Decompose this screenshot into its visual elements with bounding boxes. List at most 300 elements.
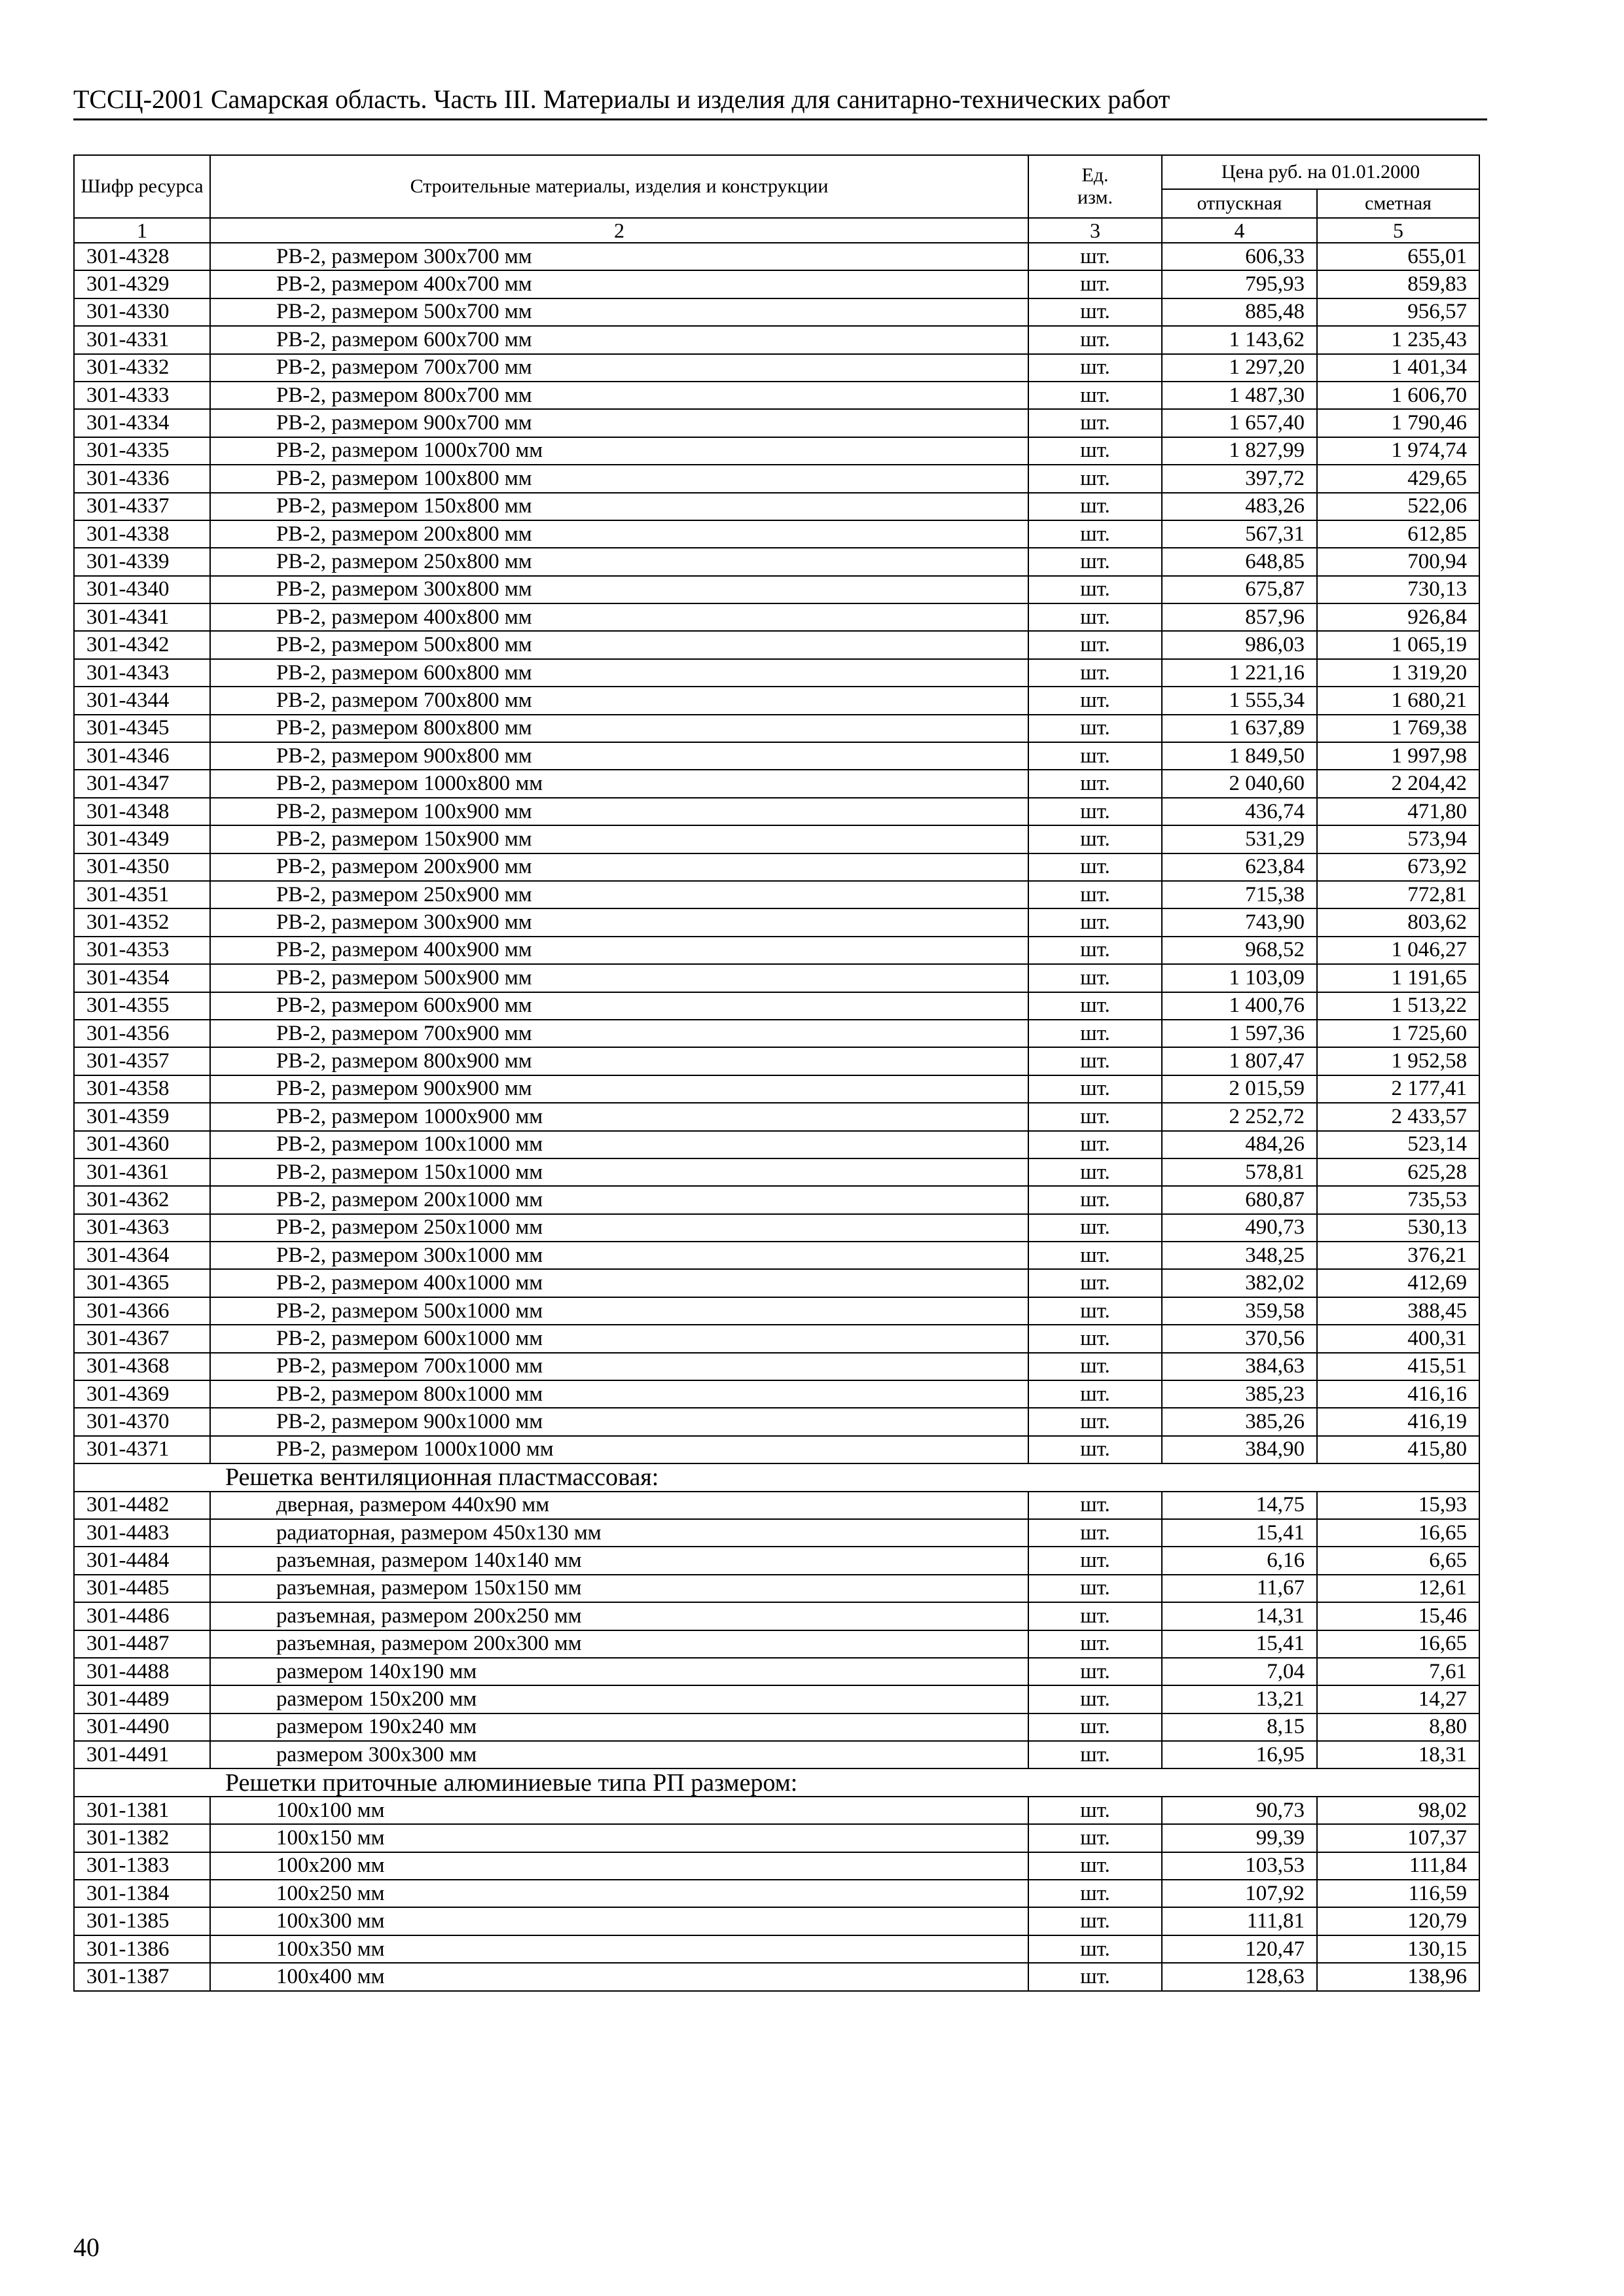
material-name-cell: РВ-2, размером 800х900 мм bbox=[210, 1047, 1028, 1075]
unit-cell: шт. bbox=[1028, 937, 1162, 964]
table-row bbox=[74, 659, 1479, 687]
resource-code-cell: 301-4352 bbox=[74, 908, 210, 936]
column-header-code: Шифр ресурса bbox=[74, 155, 210, 218]
release-price-cell: 885,48 bbox=[1162, 298, 1317, 326]
material-name-cell: РВ-2, размером 1000х800 мм bbox=[210, 770, 1028, 797]
estimate-price-cell: 1 191,65 bbox=[1317, 964, 1479, 992]
section-heading: Решетки приточные алюминиевые типа РП размером: bbox=[74, 1768, 1479, 1796]
resource-code-cell: 301-4335 bbox=[74, 437, 210, 465]
table-row bbox=[74, 520, 1479, 548]
material-name-cell: РВ-2, размером 800х1000 мм bbox=[210, 1380, 1028, 1408]
material-name-cell: 100х250 мм bbox=[210, 1880, 1028, 1907]
resource-code-cell: 301-4354 bbox=[74, 964, 210, 992]
column-number: 5 bbox=[1317, 218, 1479, 243]
material-name-cell: разъемная, размером 200х250 мм bbox=[210, 1602, 1028, 1630]
release-price-cell: 968,52 bbox=[1162, 937, 1317, 964]
estimate-price-cell: 735,53 bbox=[1317, 1186, 1479, 1213]
estimate-price-cell: 1 606,70 bbox=[1317, 382, 1479, 409]
material-name-cell: РВ-2, размером 300х800 мм bbox=[210, 576, 1028, 603]
release-price-cell: 1 637,89 bbox=[1162, 715, 1317, 742]
resource-code-cell: 301-4344 bbox=[74, 687, 210, 714]
estimate-price-cell: 471,80 bbox=[1317, 798, 1479, 825]
resource-code-cell: 301-4331 bbox=[74, 326, 210, 353]
table-row bbox=[74, 1075, 1479, 1103]
unit-cell: шт. bbox=[1028, 1658, 1162, 1685]
material-name-cell: разъемная, размером 140х140 мм bbox=[210, 1547, 1028, 1574]
estimate-price-cell: 523,14 bbox=[1317, 1131, 1479, 1158]
estimate-price-cell: 18,31 bbox=[1317, 1741, 1479, 1768]
release-price-cell: 370,56 bbox=[1162, 1325, 1317, 1352]
page-header-title: ТССЦ-2001 Самарская область. Часть III. Материалы и изделия для санитарно-технических работ bbox=[73, 84, 1170, 114]
estimate-price-cell: 573,94 bbox=[1317, 825, 1479, 853]
resource-code-cell: 301-1387 bbox=[74, 1963, 210, 1990]
resource-code-cell: 301-4356 bbox=[74, 1020, 210, 1047]
material-name-cell: дверная, размером 440х90 мм bbox=[210, 1492, 1028, 1519]
estimate-price-cell: 1 513,22 bbox=[1317, 992, 1479, 1020]
column-header-price-estimate: сметная bbox=[1317, 189, 1479, 218]
unit-cell: шт. bbox=[1028, 354, 1162, 382]
table-row bbox=[74, 937, 1479, 964]
release-price-cell: 1 297,20 bbox=[1162, 354, 1317, 382]
material-name-cell: РВ-2, размером 200х800 мм bbox=[210, 520, 1028, 548]
unit-cell: шт. bbox=[1028, 1103, 1162, 1130]
unit-cell: шт. bbox=[1028, 1963, 1162, 1990]
resource-code-cell: 301-4355 bbox=[74, 992, 210, 1020]
material-name-cell: РВ-2, размером 100х800 мм bbox=[210, 465, 1028, 492]
material-name-cell: РВ-2, размером 900х700 мм bbox=[210, 409, 1028, 437]
estimate-price-cell: 98,02 bbox=[1317, 1797, 1479, 1824]
estimate-price-cell: 673,92 bbox=[1317, 853, 1479, 881]
estimate-price-cell: 415,80 bbox=[1317, 1436, 1479, 1463]
estimate-price-cell: 7,61 bbox=[1317, 1658, 1479, 1685]
column-number: 3 bbox=[1028, 218, 1162, 243]
table-row bbox=[74, 1297, 1479, 1325]
unit-cell: шт. bbox=[1028, 853, 1162, 881]
section-heading: Решетка вентиляционная пластмассовая: bbox=[74, 1463, 1479, 1491]
release-price-cell: 857,96 bbox=[1162, 603, 1317, 631]
resource-code-cell: 301-4343 bbox=[74, 659, 210, 687]
release-price-cell: 1 849,50 bbox=[1162, 742, 1317, 770]
price-table-header bbox=[74, 155, 1479, 243]
table-row bbox=[74, 1602, 1479, 1630]
estimate-price-cell: 412,69 bbox=[1317, 1269, 1479, 1297]
resource-code-cell: 301-4347 bbox=[74, 770, 210, 797]
unit-cell: шт. bbox=[1028, 1602, 1162, 1630]
table-row bbox=[74, 1852, 1479, 1880]
table-row bbox=[74, 1408, 1479, 1435]
material-name-cell: РВ-2, размером 700х800 мм bbox=[210, 687, 1028, 714]
resource-code-cell: 301-4370 bbox=[74, 1408, 210, 1435]
estimate-price-cell: 6,65 bbox=[1317, 1547, 1479, 1574]
release-price-cell: 2 252,72 bbox=[1162, 1103, 1317, 1130]
table-row bbox=[74, 1436, 1479, 1463]
unit-cell: шт. bbox=[1028, 1935, 1162, 1963]
material-name-cell: РВ-2, размером 1000х900 мм bbox=[210, 1103, 1028, 1130]
estimate-price-cell: 530,13 bbox=[1317, 1214, 1479, 1242]
table-row bbox=[74, 715, 1479, 742]
estimate-price-cell: 803,62 bbox=[1317, 908, 1479, 936]
material-name-cell: РВ-2, размером 250х800 мм bbox=[210, 548, 1028, 575]
resource-code-cell: 301-4338 bbox=[74, 520, 210, 548]
resource-code-cell: 301-4366 bbox=[74, 1297, 210, 1325]
unit-cell: шт. bbox=[1028, 1269, 1162, 1297]
material-name-cell: РВ-2, размером 500х700 мм bbox=[210, 298, 1028, 326]
resource-code-cell: 301-4351 bbox=[74, 881, 210, 908]
estimate-price-cell: 522,06 bbox=[1317, 493, 1479, 520]
resource-code-cell: 301-4488 bbox=[74, 1658, 210, 1685]
table-row bbox=[74, 687, 1479, 714]
header-divider bbox=[73, 118, 1487, 120]
column-header-price-group: Цена руб. на 01.01.2000 bbox=[1162, 155, 1479, 189]
table-row bbox=[74, 1658, 1479, 1685]
unit-cell: шт. bbox=[1028, 881, 1162, 908]
unit-cell: шт. bbox=[1028, 1630, 1162, 1658]
estimate-price-cell: 15,93 bbox=[1317, 1492, 1479, 1519]
unit-cell: шт. bbox=[1028, 631, 1162, 658]
table-row bbox=[74, 576, 1479, 603]
estimate-price-cell: 138,96 bbox=[1317, 1963, 1479, 1990]
estimate-price-cell: 1 680,21 bbox=[1317, 687, 1479, 714]
release-price-cell: 8,15 bbox=[1162, 1713, 1317, 1741]
release-price-cell: 103,53 bbox=[1162, 1852, 1317, 1880]
unit-cell: шт. bbox=[1028, 992, 1162, 1020]
resource-code-cell: 301-4371 bbox=[74, 1436, 210, 1463]
column-header-name: Строительные материалы, изделия и конструкции bbox=[210, 155, 1028, 218]
column-number: 2 bbox=[210, 218, 1028, 243]
resource-code-cell: 301-4367 bbox=[74, 1325, 210, 1352]
estimate-price-cell: 1 235,43 bbox=[1317, 326, 1479, 353]
estimate-price-cell: 415,51 bbox=[1317, 1353, 1479, 1380]
release-price-cell: 795,93 bbox=[1162, 270, 1317, 298]
table-row bbox=[74, 1547, 1479, 1574]
release-price-cell: 107,92 bbox=[1162, 1880, 1317, 1907]
estimate-price-cell: 2 177,41 bbox=[1317, 1075, 1479, 1103]
resource-code-cell: 301-4364 bbox=[74, 1242, 210, 1269]
unit-cell: шт. bbox=[1028, 1325, 1162, 1352]
resource-code-cell: 301-4337 bbox=[74, 493, 210, 520]
release-price-cell: 436,74 bbox=[1162, 798, 1317, 825]
column-header-price-release: отпускная bbox=[1162, 189, 1317, 218]
material-name-cell: РВ-2, размером 300х1000 мм bbox=[210, 1242, 1028, 1269]
table-row bbox=[74, 964, 1479, 992]
table-row bbox=[74, 1269, 1479, 1297]
estimate-price-cell: 416,19 bbox=[1317, 1408, 1479, 1435]
unit-cell: шт. bbox=[1028, 409, 1162, 437]
material-name-cell: РВ-2, размером 100х1000 мм bbox=[210, 1131, 1028, 1158]
section-heading-row bbox=[74, 1463, 1479, 1491]
estimate-price-cell: 1 065,19 bbox=[1317, 631, 1479, 658]
unit-cell: шт. bbox=[1028, 1547, 1162, 1574]
unit-cell: шт. bbox=[1028, 1408, 1162, 1435]
table-row bbox=[74, 1242, 1479, 1269]
unit-cell: шт. bbox=[1028, 382, 1162, 409]
unit-cell: шт. bbox=[1028, 1380, 1162, 1408]
release-price-cell: 623,84 bbox=[1162, 853, 1317, 881]
release-price-cell: 120,47 bbox=[1162, 1935, 1317, 1963]
table-row bbox=[74, 409, 1479, 437]
material-name-cell: РВ-2, размером 500х800 мм bbox=[210, 631, 1028, 658]
table-row bbox=[74, 493, 1479, 520]
unit-cell: шт. bbox=[1028, 243, 1162, 270]
release-price-cell: 1 807,47 bbox=[1162, 1047, 1317, 1075]
release-price-cell: 578,81 bbox=[1162, 1158, 1317, 1186]
page-number: 40 bbox=[73, 2233, 99, 2262]
resource-code-cell: 301-4487 bbox=[74, 1630, 210, 1658]
resource-code-cell: 301-4361 bbox=[74, 1158, 210, 1186]
table-row bbox=[74, 1797, 1479, 1824]
release-price-cell: 1 487,30 bbox=[1162, 382, 1317, 409]
release-price-cell: 1 143,62 bbox=[1162, 326, 1317, 353]
column-number: 1 bbox=[74, 218, 210, 243]
unit-cell: шт. bbox=[1028, 548, 1162, 575]
resource-code-cell: 301-4339 bbox=[74, 548, 210, 575]
table-row bbox=[74, 243, 1479, 270]
section-heading-row bbox=[74, 1768, 1479, 1796]
release-price-cell: 2 015,59 bbox=[1162, 1075, 1317, 1103]
table-row bbox=[74, 992, 1479, 1020]
material-name-cell: РВ-2, размером 250х900 мм bbox=[210, 881, 1028, 908]
unit-cell: шт. bbox=[1028, 1713, 1162, 1741]
resource-code-cell: 301-4484 bbox=[74, 1547, 210, 1574]
table-row bbox=[74, 1519, 1479, 1547]
unit-cell: шт. bbox=[1028, 437, 1162, 465]
release-price-cell: 675,87 bbox=[1162, 576, 1317, 603]
table-row bbox=[74, 1741, 1479, 1768]
unit-cell: шт. bbox=[1028, 298, 1162, 326]
estimate-price-cell: 1 725,60 bbox=[1317, 1020, 1479, 1047]
resource-code-cell: 301-4489 bbox=[74, 1685, 210, 1713]
material-name-cell: разъемная, размером 150х150 мм bbox=[210, 1575, 1028, 1602]
material-name-cell: РВ-2, размером 600х700 мм bbox=[210, 326, 1028, 353]
unit-cell: шт. bbox=[1028, 1741, 1162, 1768]
resource-code-cell: 301-4342 bbox=[74, 631, 210, 658]
unit-cell: шт. bbox=[1028, 908, 1162, 936]
estimate-price-cell: 1 790,46 bbox=[1317, 409, 1479, 437]
resource-code-cell: 301-1381 bbox=[74, 1797, 210, 1824]
estimate-price-cell: 772,81 bbox=[1317, 881, 1479, 908]
estimate-price-cell: 2 204,42 bbox=[1317, 770, 1479, 797]
estimate-price-cell: 1 769,38 bbox=[1317, 715, 1479, 742]
release-price-cell: 16,95 bbox=[1162, 1741, 1317, 1768]
material-name-cell: размером 300х300 мм bbox=[210, 1741, 1028, 1768]
release-price-cell: 11,67 bbox=[1162, 1575, 1317, 1602]
material-name-cell: РВ-2, размером 1000х1000 мм bbox=[210, 1436, 1028, 1463]
table-row bbox=[74, 1103, 1479, 1130]
table-row bbox=[74, 1131, 1479, 1158]
price-table-body bbox=[74, 243, 1479, 1991]
unit-cell: шт. bbox=[1028, 576, 1162, 603]
unit-cell: шт. bbox=[1028, 1797, 1162, 1824]
resource-code-cell: 301-1382 bbox=[74, 1824, 210, 1852]
table-row bbox=[74, 326, 1479, 353]
estimate-price-cell: 700,94 bbox=[1317, 548, 1479, 575]
resource-code-cell: 301-4490 bbox=[74, 1713, 210, 1741]
material-name-cell: РВ-2, размером 400х1000 мм bbox=[210, 1269, 1028, 1297]
resource-code-cell: 301-4368 bbox=[74, 1353, 210, 1380]
unit-cell: шт. bbox=[1028, 659, 1162, 687]
release-price-cell: 385,23 bbox=[1162, 1380, 1317, 1408]
material-name-cell: РВ-2, размером 300х700 мм bbox=[210, 243, 1028, 270]
material-name-cell: РВ-2, размером 500х900 мм bbox=[210, 964, 1028, 992]
unit-cell: шт. bbox=[1028, 1880, 1162, 1907]
unit-cell: шт. bbox=[1028, 1575, 1162, 1602]
material-name-cell: РВ-2, размером 400х700 мм bbox=[210, 270, 1028, 298]
unit-cell: шт. bbox=[1028, 1852, 1162, 1880]
table-row bbox=[74, 853, 1479, 881]
table-row bbox=[74, 1325, 1479, 1352]
release-price-cell: 348,25 bbox=[1162, 1242, 1317, 1269]
table-row bbox=[74, 437, 1479, 465]
estimate-price-cell: 1 046,27 bbox=[1317, 937, 1479, 964]
table-row bbox=[74, 1353, 1479, 1380]
resource-code-cell: 301-4485 bbox=[74, 1575, 210, 1602]
table-row bbox=[74, 465, 1479, 492]
estimate-price-cell: 859,83 bbox=[1317, 270, 1479, 298]
resource-code-cell: 301-4357 bbox=[74, 1047, 210, 1075]
unit-cell: шт. bbox=[1028, 825, 1162, 853]
estimate-price-cell: 130,15 bbox=[1317, 1935, 1479, 1963]
material-name-cell: РВ-2, размером 150х1000 мм bbox=[210, 1158, 1028, 1186]
unit-cell: шт. bbox=[1028, 1492, 1162, 1519]
release-price-cell: 715,38 bbox=[1162, 881, 1317, 908]
unit-cell: шт. bbox=[1028, 1020, 1162, 1047]
estimate-price-cell: 116,59 bbox=[1317, 1880, 1479, 1907]
release-price-cell: 986,03 bbox=[1162, 631, 1317, 658]
material-name-cell: РВ-2, размером 400х900 мм bbox=[210, 937, 1028, 964]
table-row bbox=[74, 881, 1479, 908]
release-price-cell: 99,39 bbox=[1162, 1824, 1317, 1852]
resource-code-cell: 301-4345 bbox=[74, 715, 210, 742]
unit-cell: шт. bbox=[1028, 770, 1162, 797]
resource-code-cell: 301-4346 bbox=[74, 742, 210, 770]
estimate-price-cell: 388,45 bbox=[1317, 1297, 1479, 1325]
release-price-cell: 531,29 bbox=[1162, 825, 1317, 853]
price-table bbox=[73, 154, 1480, 1992]
resource-code-cell: 301-4328 bbox=[74, 243, 210, 270]
estimate-price-cell: 926,84 bbox=[1317, 603, 1479, 631]
unit-cell: шт. bbox=[1028, 1242, 1162, 1269]
table-row bbox=[74, 770, 1479, 797]
material-name-cell: размером 140х190 мм bbox=[210, 1658, 1028, 1685]
release-price-cell: 567,31 bbox=[1162, 520, 1317, 548]
resource-code-cell: 301-4334 bbox=[74, 409, 210, 437]
unit-cell: шт. bbox=[1028, 964, 1162, 992]
release-price-cell: 14,31 bbox=[1162, 1602, 1317, 1630]
material-name-cell: РВ-2, размером 600х1000 мм bbox=[210, 1325, 1028, 1352]
table-row bbox=[74, 742, 1479, 770]
release-price-cell: 384,63 bbox=[1162, 1353, 1317, 1380]
unit-cell: шт. bbox=[1028, 1131, 1162, 1158]
table-row bbox=[74, 1575, 1479, 1602]
release-price-cell: 111,81 bbox=[1162, 1907, 1317, 1935]
material-name-cell: РВ-2, размером 1000х700 мм bbox=[210, 437, 1028, 465]
unit-cell: шт. bbox=[1028, 1685, 1162, 1713]
resource-code-cell: 301-4333 bbox=[74, 382, 210, 409]
table-row bbox=[74, 1492, 1479, 1519]
release-price-cell: 1 597,36 bbox=[1162, 1020, 1317, 1047]
material-name-cell: РВ-2, размером 800х800 мм bbox=[210, 715, 1028, 742]
table-row bbox=[74, 548, 1479, 575]
material-name-cell: РВ-2, размером 600х800 мм bbox=[210, 659, 1028, 687]
resource-code-cell: 301-4329 bbox=[74, 270, 210, 298]
estimate-price-cell: 12,61 bbox=[1317, 1575, 1479, 1602]
material-name-cell: 100х200 мм bbox=[210, 1852, 1028, 1880]
table-row bbox=[74, 1713, 1479, 1741]
unit-cell: шт. bbox=[1028, 687, 1162, 714]
unit-cell: шт. bbox=[1028, 715, 1162, 742]
release-price-cell: 90,73 bbox=[1162, 1797, 1317, 1824]
table-row bbox=[74, 1935, 1479, 1963]
resource-code-cell: 301-1385 bbox=[74, 1907, 210, 1935]
resource-code-cell: 301-4365 bbox=[74, 1269, 210, 1297]
release-price-cell: 13,21 bbox=[1162, 1685, 1317, 1713]
release-price-cell: 6,16 bbox=[1162, 1547, 1317, 1574]
release-price-cell: 7,04 bbox=[1162, 1658, 1317, 1685]
material-name-cell: 100х150 мм bbox=[210, 1824, 1028, 1852]
release-price-cell: 1 400,76 bbox=[1162, 992, 1317, 1020]
material-name-cell: РВ-2, размером 200х900 мм bbox=[210, 853, 1028, 881]
unit-cell: шт. bbox=[1028, 1297, 1162, 1325]
table-row bbox=[74, 298, 1479, 326]
release-price-cell: 648,85 bbox=[1162, 548, 1317, 575]
resource-code-cell: 301-1383 bbox=[74, 1852, 210, 1880]
unit-cell: шт. bbox=[1028, 603, 1162, 631]
resource-code-cell: 301-4348 bbox=[74, 798, 210, 825]
release-price-cell: 2 040,60 bbox=[1162, 770, 1317, 797]
estimate-price-cell: 956,57 bbox=[1317, 298, 1479, 326]
table-row bbox=[74, 1907, 1479, 1935]
unit-cell: шт. bbox=[1028, 1186, 1162, 1213]
unit-cell: шт. bbox=[1028, 1436, 1162, 1463]
unit-cell: шт. bbox=[1028, 1158, 1162, 1186]
material-name-cell: 100х350 мм bbox=[210, 1935, 1028, 1963]
resource-code-cell: 301-4350 bbox=[74, 853, 210, 881]
resource-code-cell: 301-4359 bbox=[74, 1103, 210, 1130]
material-name-cell: 100х400 мм bbox=[210, 1963, 1028, 1990]
release-price-cell: 397,72 bbox=[1162, 465, 1317, 492]
material-name-cell: РВ-2, размером 700х1000 мм bbox=[210, 1353, 1028, 1380]
release-price-cell: 484,26 bbox=[1162, 1131, 1317, 1158]
material-name-cell: РВ-2, размером 500х1000 мм bbox=[210, 1297, 1028, 1325]
column-number-row bbox=[74, 218, 1479, 243]
estimate-price-cell: 2 433,57 bbox=[1317, 1103, 1479, 1130]
material-name-cell: РВ-2, размером 700х700 мм bbox=[210, 354, 1028, 382]
unit-cell: шт. bbox=[1028, 1214, 1162, 1242]
unit-cell: шт. bbox=[1028, 1519, 1162, 1547]
table-row bbox=[74, 1824, 1479, 1852]
unit-cell: шт. bbox=[1028, 520, 1162, 548]
estimate-price-cell: 120,79 bbox=[1317, 1907, 1479, 1935]
column-number: 4 bbox=[1162, 218, 1317, 243]
material-name-cell: разъемная, размером 200х300 мм bbox=[210, 1630, 1028, 1658]
estimate-price-cell: 16,65 bbox=[1317, 1630, 1479, 1658]
estimate-price-cell: 16,65 bbox=[1317, 1519, 1479, 1547]
material-name-cell: 100х100 мм bbox=[210, 1797, 1028, 1824]
material-name-cell: РВ-2, размером 900х1000 мм bbox=[210, 1408, 1028, 1435]
estimate-price-cell: 625,28 bbox=[1317, 1158, 1479, 1186]
estimate-price-cell: 400,31 bbox=[1317, 1325, 1479, 1352]
table-row bbox=[74, 631, 1479, 658]
material-name-cell: РВ-2, размером 600х900 мм bbox=[210, 992, 1028, 1020]
estimate-price-cell: 416,16 bbox=[1317, 1380, 1479, 1408]
estimate-price-cell: 1 401,34 bbox=[1317, 354, 1479, 382]
material-name-cell: РВ-2, размером 800х700 мм bbox=[210, 382, 1028, 409]
unit-cell: шт. bbox=[1028, 1075, 1162, 1103]
table-row bbox=[74, 908, 1479, 936]
estimate-price-cell: 14,27 bbox=[1317, 1685, 1479, 1713]
release-price-cell: 1 103,09 bbox=[1162, 964, 1317, 992]
material-name-cell: РВ-2, размером 400х800 мм bbox=[210, 603, 1028, 631]
